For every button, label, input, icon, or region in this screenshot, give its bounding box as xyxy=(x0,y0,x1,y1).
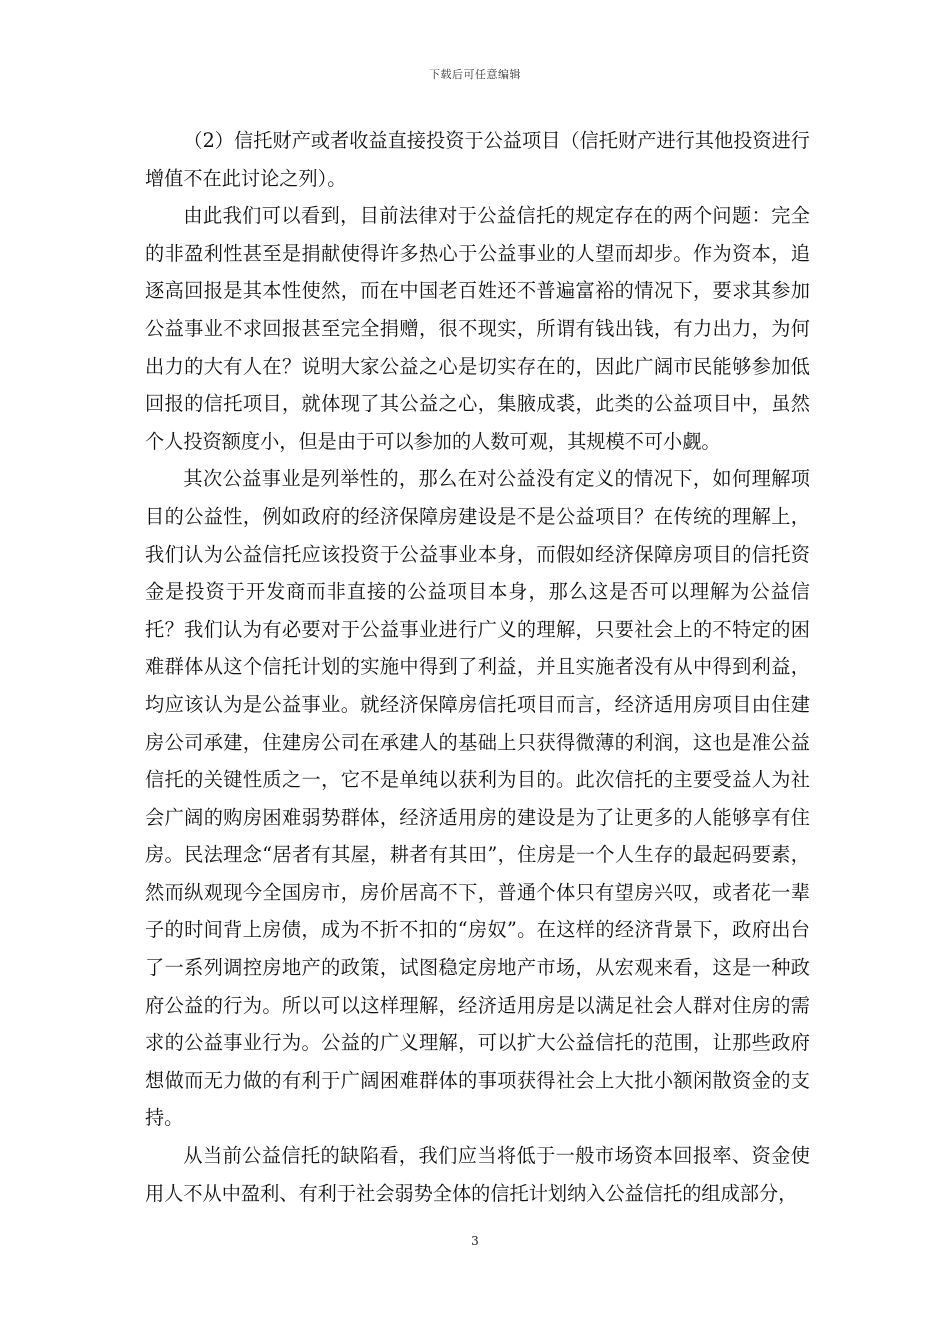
document-body xyxy=(145,122,810,1212)
paragraph-4: 从当前公益信托的缺陷看，我们应当将低于一般市场资本回报率、资金使用人不从中盈利、有利于社会弱势全体的信托计划纳入公益信托的组成部分， xyxy=(145,1144,810,1205)
paragraph-2: 由此我们可以看到，目前法律对于公益信托的规定存在的两个问题：完全的非盈利性甚至是捐献使得许多热心于公益事业的人望而却步。作为资本，追逐高回报是其本性使然，而在中国老百姓还不普遍富裕的情况下，要求其参加公益事业不求回报甚至完全捐赠，很不现实，所谓有钱出钱，有力出力，为何出力的大有人在？说明大家公益之心是切实存在的，因此广阔市民能够参加低回报的信托项目，就体现了其公益之心，集腋成裘，此类的公益项目中，虽然个人投资额度小，但是由于可以参加的人数可观，其规模不可小觑。 xyxy=(145,204,810,453)
page-number: 3 xyxy=(471,1234,479,1248)
page-header: 下载后可任意编辑 xyxy=(429,68,521,81)
paragraph-1: （2）信托财产或者收益直接投资于公益项目（信托财产进行其他投资进行增值不在此讨论之列）。 xyxy=(145,129,810,190)
paragraph-3: 其次公益事业是列举性的，那么在对公益没有定义的情况下，如何理解项目的公益性，例如政府的经济保障房建设是不是公益项目？在传统的理解上，我们认为公益信托应该投资于公益事业本身，而假如经济保障房项目的信托资金是投资于开发商而非直接的公益项目本身，那么这是否可以理解为公益信托？我们认为有必要对于公益事业进行广义的理解，只要社会上的不特定的困难群体从这个信托计划的实施中得到了利益，并且实施者没有从中得到利益，均应该认为是公益事业。就经济保障房信托项目而言，经济适用房项目由住建房公司承建，住建房公司在承建人的基础上只获得微薄的利润，这也是准公益信托的关键性质之一，它不是单纯以获利为目的。此次信托的主要受益人为社会广阔的购房困难弱势群体，经济适用房的建设是为了让更多的人能够享有住房。民法理念“居者有其屋，耕者有其田”，住房是一个人生存的最起码要素，然而纵观现今全国房市，房价居高不下，普通个体只有望房兴叹，或者花一辈子的时间背上房债，成为不折不扣的“房奴”。在这样的经济背景下，政府出台了一系列调控房地产的政策，试图稳定房地产市场，从宏观来看，这是一种政府公益的行为。所以可以这样理解，经济适用房是以满足社会人群对住房的需求的公益事业行为。公益的广义理解，可以扩大公益信托的范围，让那些政府想做而无力做的有利于广阔困难群体的事项获得社会上大批小额闲散资金的支持。 xyxy=(145,467,810,1130)
